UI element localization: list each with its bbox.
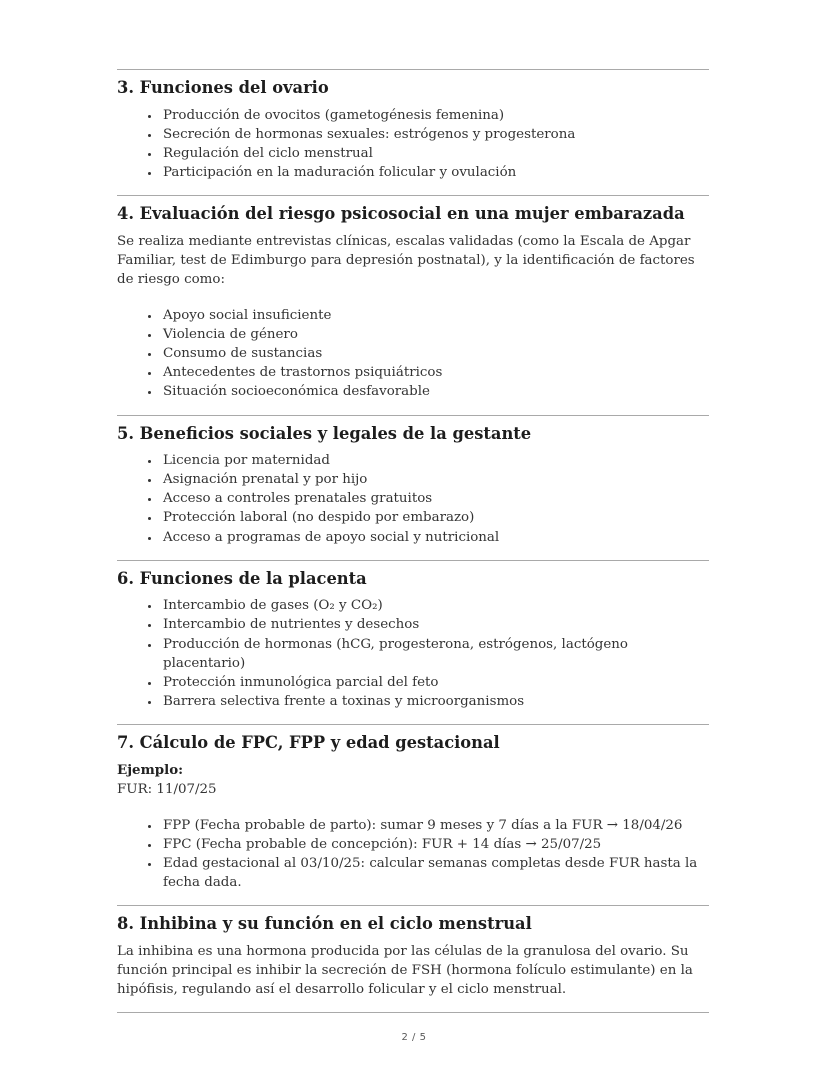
list-item: • Edad gestacional al 03/10/25: calcular semanas completas desde FUR hasta la fecha dada.: [161, 854, 709, 892]
list-item: • Regulación del ciclo menstrual: [161, 144, 709, 163]
list-item: • Intercambio de nutrientes y desechos: [161, 615, 709, 634]
list-item: • Intercambio de gases (O₂ y CO₂): [161, 596, 709, 615]
list-item: • Violencia de género: [161, 325, 709, 344]
list-item: • Secreción de hormonas sexuales: estrógenos y progesterona: [161, 125, 709, 144]
section-paragraph: Se realiza mediante entrevistas clínicas, escalas validadas (como la Escala de Apgar Familiar, test de Edimburgo para depresión postnatal), y la identificación de factores de riesgo como:: [117, 233, 695, 287]
section-heading: 4. Evaluación del riesgo psicosocial en una mujer embarazada: [117, 204, 685, 224]
list-item: • Acceso a controles prenatales gratuitos: [161, 489, 709, 508]
list-item: • Barrera selectiva frente a toxinas y microorganismos: [161, 692, 709, 711]
list-item: • Situación socioeconómica desfavorable: [161, 382, 709, 401]
list-item: • FPP (Fecha probable de parto): sumar 9 meses y 7 días a la FUR → 18/04/26: [161, 816, 709, 835]
document-section: [117, 196, 709, 414]
section-paragraph: La inhibina es una hormona producida por las células de la granulosa del ovario. Su función principal es inhibir la secreción de FSH (hormona folículo estimulante) en la hipófisis, regulando así el desarrollo folicular y el ciclo menstrual.: [117, 943, 693, 997]
section-heading: 3. Funciones del ovario: [117, 78, 329, 97]
section-heading: 5. Beneficios sociales y legales de la gestante: [117, 423, 532, 443]
bullet-list: [117, 106, 709, 183]
section-heading: 8. Inhibina y su función en el ciclo menstrual: [117, 914, 532, 934]
bullet-list: [117, 816, 709, 893]
section-divider: [117, 1012, 709, 1013]
list-item: • Consumo de sustancias: [161, 344, 709, 363]
document-section: [117, 70, 709, 195]
section-heading: 7. Cálculo de FPC, FPP y edad gestacional: [117, 733, 500, 753]
bullet-list: [117, 451, 709, 547]
document-content: [117, 69, 709, 1013]
section-line: Ejemplo:: [117, 761, 184, 778]
document-section: [117, 561, 709, 724]
list-item: • FPC (Fecha probable de concepción): FUR + 14 días → 25/07/25: [161, 835, 709, 854]
document-section: [117, 906, 709, 1012]
document-section: [117, 725, 709, 905]
bullet-list: [117, 596, 709, 711]
list-item: • Protección inmunológica parcial del feto: [161, 673, 709, 692]
list-item: • Participación en la maduración folicular y ovulación: [161, 163, 709, 182]
page-indicator: 2 / 5: [401, 1032, 427, 1043]
section-line: FUR: 11/07/25: [117, 781, 217, 797]
list-item: • Producción de ovocitos (gametogénesis femenina): [161, 106, 709, 125]
section-heading: 6. Funciones de la placenta: [117, 568, 367, 588]
list-item: • Apoyo social insuficiente: [161, 306, 709, 325]
list-item: • Antecedentes de trastornos psiquiátricos: [161, 363, 709, 382]
list-item: • Acceso a programas de apoyo social y nutricional: [161, 528, 709, 547]
list-item: • Asignación prenatal y por hijo: [161, 470, 709, 489]
list-item: • Producción de hormonas (hCG, progesterona, estrógenos, lactógeno placentario): [161, 635, 709, 673]
page-footer: [0, 1032, 828, 1043]
list-item: • Protección laboral (no despido por embarazo): [161, 508, 709, 527]
document-section: [117, 416, 709, 560]
list-item: • Licencia por maternidad: [161, 451, 709, 470]
bullet-list: [117, 306, 709, 402]
